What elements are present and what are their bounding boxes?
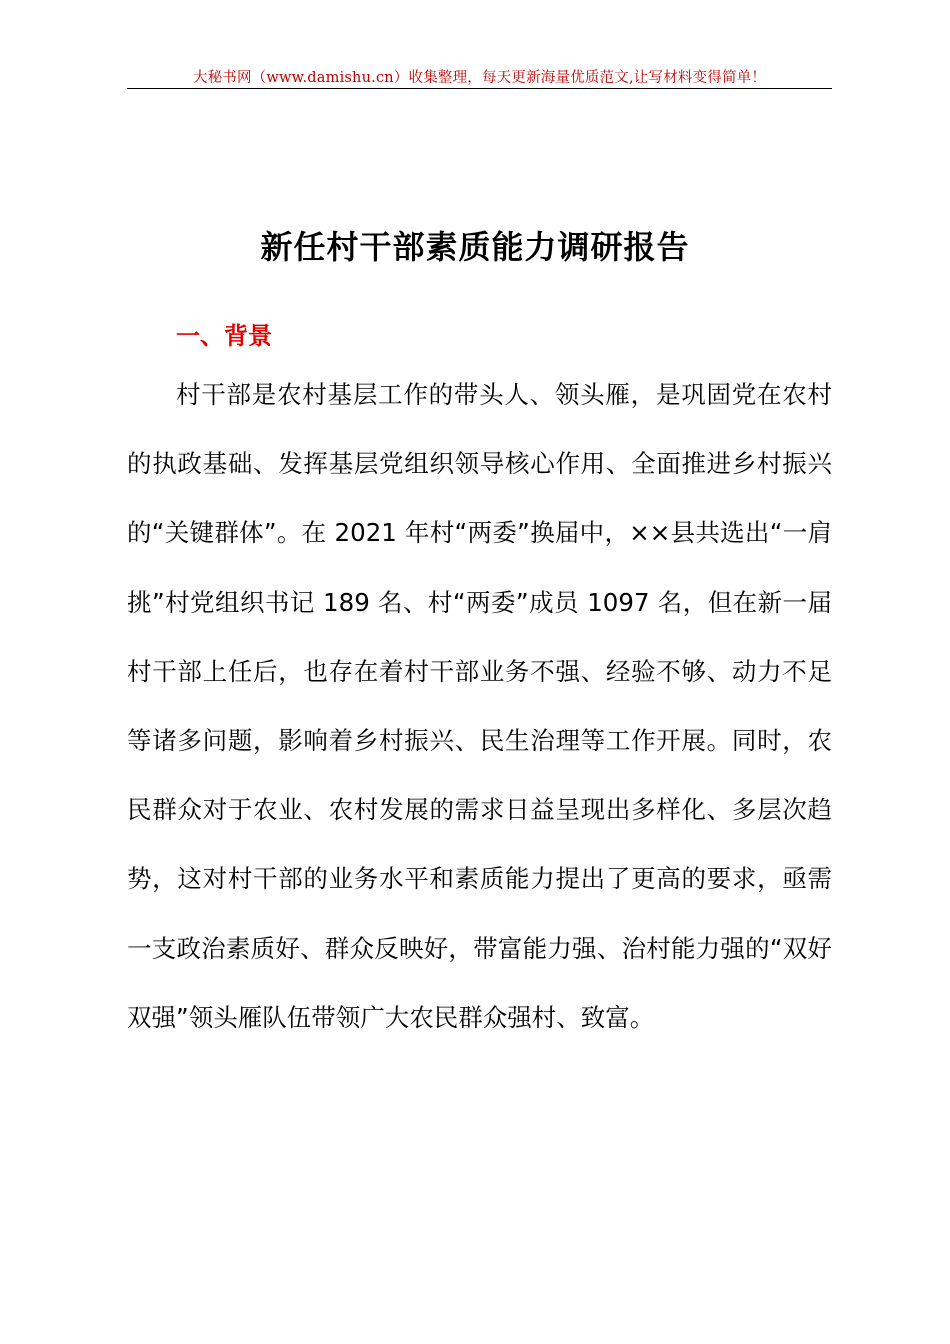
section-paragraph: 村干部是农村基层工作的带头人、领头雁，是巩固党在农村的执政基础、发挥基层党组织领导核心作用、全面推进乡村振兴的“关键群体”。在 2021 年村“两委”换届中，××县共选出“一肩挑”村党组织书记 189 名、村“两委”成员 1097 名，但在新一届村干部上任后，也存在着村干部业务不强、经验不够、动力不足等诸多问题，影响着乡村振兴、民生治理等工作开展。同时，农民群众对于农业、农村发展的需求日益呈现出多样化、多层次趋势，这对村干部的业务水平和素质能力提出了更高的要求，亟需一支政治素质好、群众反映好，带富能力强、治村能力强的“双好双强”领头雁队伍带领广大农民群众强村、致富。 (127, 380, 832, 1032)
document-title: 新任村干部素质能力调研报告 (260, 228, 690, 266)
section-heading-background: 一、背景 (176, 322, 272, 350)
header-divider (127, 88, 832, 89)
header-note: 大秘书网（www.damishu.cn）收集整理，每天更新海量优质范文,让写材料变得简单！ (192, 70, 767, 86)
